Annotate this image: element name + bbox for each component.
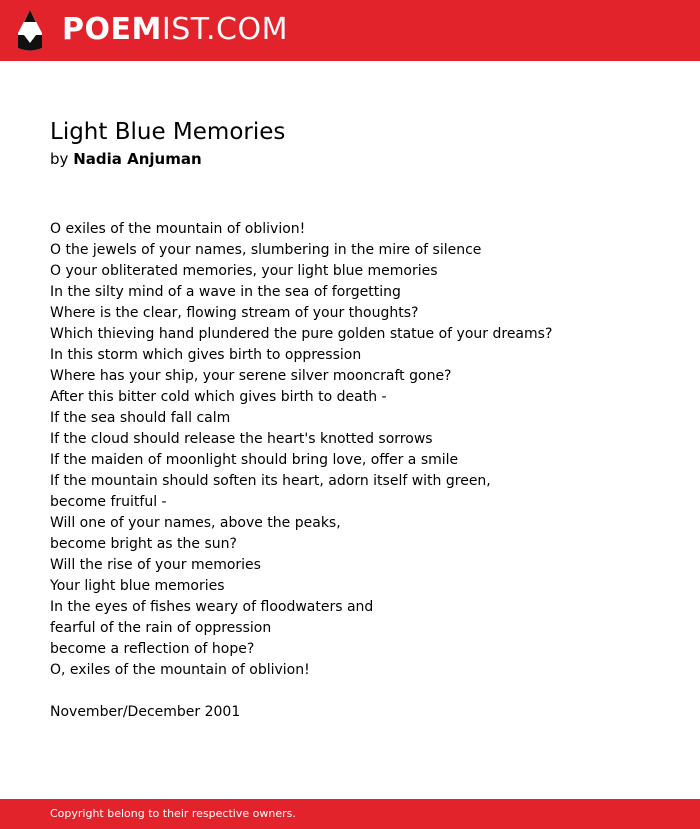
pencil-tip-icon (16, 9, 44, 51)
poem-line: Where has your ship, your serene silver mooncraft gone? (50, 368, 452, 384)
poem-body (50, 219, 670, 681)
poem-line: Where is the clear, flowing stream of your thoughts? (50, 305, 419, 321)
poem-line: O your obliterated memories, your light blue memories (50, 263, 438, 279)
logo-light-text: IST.COM (161, 12, 288, 47)
poem-line: Will the rise of your memories (50, 557, 261, 573)
poem-line: fearful of the rain of oppression (50, 620, 272, 636)
poem-byline (50, 149, 202, 169)
logo-bold-text: POEM (62, 12, 162, 47)
poem-line: Your light blue memories (50, 578, 225, 594)
by-label: by (50, 150, 69, 168)
poem-line: After this bitter cold which gives birth to death - (50, 389, 387, 405)
poem-line: O exiles of the mountain of oblivion! (50, 221, 306, 237)
poem-line: In the eyes of fishes weary of floodwaters and (50, 599, 374, 615)
poem-line: If the sea should fall calm (50, 410, 231, 426)
site-footer (0, 799, 700, 829)
poem-line: become bright as the sun? (50, 536, 237, 552)
poem-line: Which thieving hand plundered the pure golden statue of your dreams? (50, 326, 553, 342)
poem-date: November/December 2001 (50, 704, 241, 720)
poem-line: If the mountain should soften its heart, adorn itself with green, (50, 473, 491, 489)
poem-line: become a reflection of hope? (50, 641, 255, 657)
copyright-text: Copyright belong to their respective owners. (50, 807, 296, 820)
poem-line: become fruitful - (50, 494, 167, 510)
poem-line: If the cloud should release the heart's knotted sorrows (50, 431, 433, 447)
poem-title: Light Blue Memories (50, 119, 286, 145)
poem-line: O the jewels of your names, slumbering in the mire of silence (50, 242, 482, 258)
site-logo[interactable] (62, 12, 288, 48)
site-header (0, 0, 700, 61)
poem-line: Will one of your names, above the peaks, (50, 515, 341, 531)
poem-line: If the maiden of moonlight should bring love, offer a smile (50, 452, 459, 468)
poem-author: Nadia Anjuman (73, 150, 202, 168)
poem-line: In this storm which gives birth to oppression (50, 347, 362, 363)
poem-line: In the silty mind of a wave in the sea of forgetting (50, 284, 401, 300)
poem-line: O, exiles of the mountain of oblivion! (50, 662, 310, 678)
